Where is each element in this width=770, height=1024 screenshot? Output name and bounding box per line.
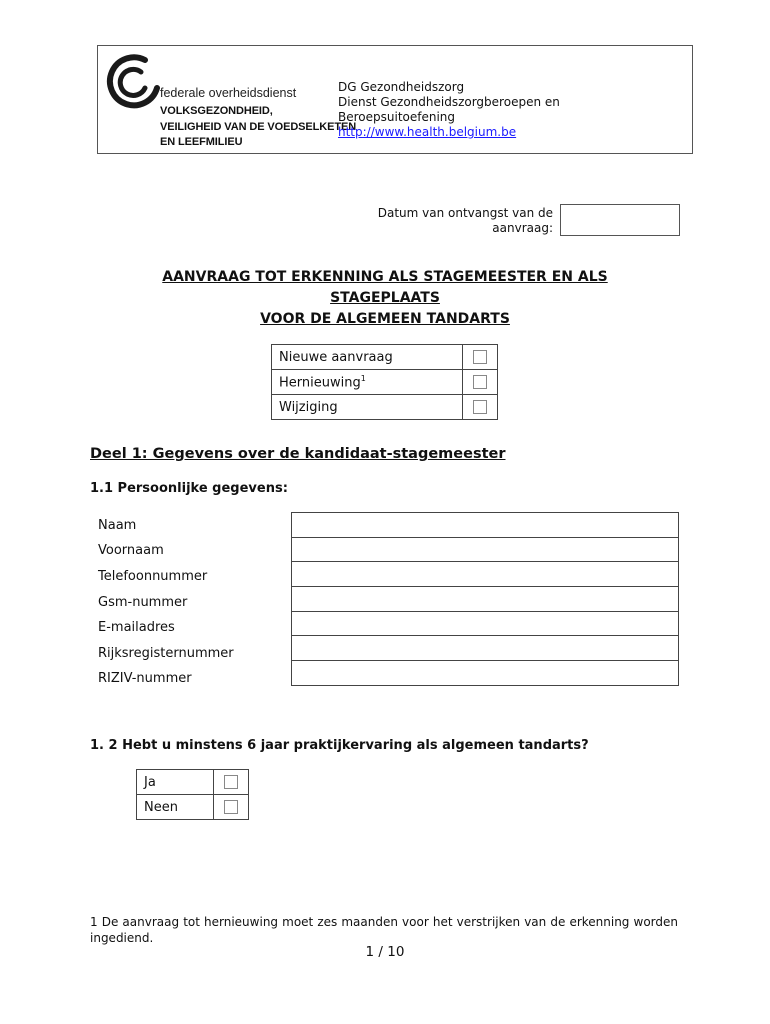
- request-type-label: Nieuwe aanvraag: [272, 345, 463, 370]
- section-1-2-question: 1. 2 Hebt u minstens 6 jaar praktijkervaring als algemeen tandarts?: [90, 738, 589, 753]
- request-type-table: [271, 344, 498, 420]
- logo-line-1: VOLKSGEZONDHEID,: [160, 105, 273, 117]
- field-label-naam: Naam: [98, 518, 137, 533]
- datum-label-line2: aanvraag:: [492, 221, 553, 235]
- logo-line-3: EN LEEFMILIEU: [160, 136, 243, 148]
- option-label-ja: Ja: [137, 770, 214, 795]
- form-title-line2: STAGEPLAATS: [330, 290, 440, 306]
- dg-line-3: Beroepsuitoefening: [338, 110, 456, 124]
- request-type-label: Hernieuwing: [279, 375, 361, 391]
- request-type-label: Wijziging: [272, 395, 463, 420]
- option-row: [137, 795, 249, 820]
- form-title-line3: VOOR DE ALGEMEEN TANDARTS: [260, 311, 510, 327]
- gsm-input[interactable]: [291, 586, 679, 612]
- health-website-link[interactable]: http://www.health.belgium.be: [338, 125, 517, 139]
- footnote: 1 De aanvraag tot hernieuwing moet zes maanden voor het verstrijken van de erkenning worden ingediend.: [90, 915, 678, 945]
- checkbox-ja[interactable]: [224, 775, 238, 789]
- section-1-1-title: 1.1 Persoonlijke gegevens:: [90, 481, 288, 496]
- field-label-gsm: Gsm-nummer: [98, 595, 188, 610]
- request-type-label-cell: [272, 370, 463, 395]
- checkbox-neen[interactable]: [224, 800, 238, 814]
- datum-label-line1: Datum van ontvangst van de: [377, 206, 553, 220]
- request-type-row: [272, 345, 498, 370]
- field-label-riziv: RIZIV-nummer: [98, 671, 192, 686]
- request-type-row: [272, 395, 498, 420]
- yes-no-table: [136, 769, 249, 820]
- footnote-ref: 1: [360, 373, 366, 383]
- dg-line-2: Dienst Gezondheidszorgberoepen en: [338, 95, 560, 109]
- checkbox-new-request[interactable]: [473, 350, 487, 364]
- field-label-telefoon: Telefoonnummer: [98, 569, 208, 584]
- checkbox-cell: [463, 345, 498, 370]
- rijksregister-input[interactable]: [291, 635, 679, 661]
- dg-line-1: DG Gezondheidszorg: [338, 80, 465, 94]
- checkbox-renewal[interactable]: [473, 375, 487, 389]
- option-label-neen: Neen: [137, 795, 214, 820]
- naam-input[interactable]: [291, 512, 679, 538]
- field-label-email: E-mailadres: [98, 620, 175, 635]
- checkbox-cell: [463, 370, 498, 395]
- checkbox-cell: [214, 770, 249, 795]
- email-input[interactable]: [291, 611, 679, 637]
- voornaam-input[interactable]: [291, 537, 679, 563]
- fod-logo-icon: [103, 52, 163, 112]
- field-label-rijksregister: Rijksregisternummer: [98, 646, 234, 661]
- logo-org-name: federale overheidsdienst: [160, 86, 297, 100]
- personal-data-fields: [291, 512, 679, 686]
- request-type-row: [272, 370, 498, 395]
- page-number: 1 / 10: [365, 944, 405, 960]
- datum-label: [353, 206, 553, 236]
- telefoon-input[interactable]: [291, 561, 679, 587]
- logo-line-2: VEILIGHEID VAN DE VOEDSELKETEN: [160, 121, 357, 133]
- field-label-voornaam: Voornaam: [98, 543, 164, 558]
- datum-input[interactable]: [560, 204, 680, 236]
- checkbox-cell: [214, 795, 249, 820]
- checkbox-cell: [463, 395, 498, 420]
- checkbox-change[interactable]: [473, 400, 487, 414]
- riziv-input[interactable]: [291, 660, 679, 686]
- section-1-title: Deel 1: Gegevens over de kandidaat-stagemeester: [90, 446, 506, 462]
- form-title-line1: AANVRAAG TOT ERKENNING ALS STAGEMEESTER EN ALS: [162, 269, 608, 285]
- option-row: [137, 770, 249, 795]
